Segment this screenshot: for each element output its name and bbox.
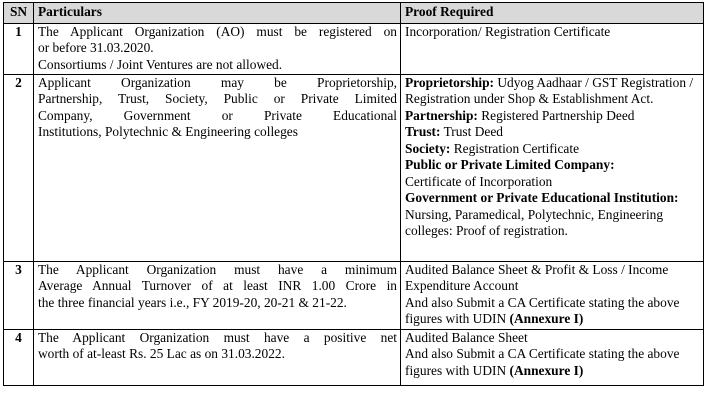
proof-text: And also Submit a CA Certificate stating the above figures with UDIN <box>405 294 680 326</box>
proof-ca-certificate <box>405 295 700 328</box>
proof-text: Incorporation/ Registration Certificate <box>405 23 611 39</box>
particulars-line: Consortiums / Joint Ventures are not allowed. <box>38 56 283 72</box>
row-sn: 2 <box>4 74 34 261</box>
proof-gov <box>405 190 700 240</box>
proof-company <box>405 157 700 174</box>
eligibility-table <box>3 2 704 386</box>
proof-label: Proprietorship: <box>405 74 495 90</box>
particulars-line: Company, Government or Private Educational <box>38 107 397 123</box>
table-body <box>4 23 704 385</box>
proof-text: Registration Certificate <box>450 140 580 156</box>
particulars-line: The Applicant Organization (AO) must be registered on <box>38 23 397 39</box>
row-proof <box>401 23 704 74</box>
proof-company-text: Certificate of Incorporation <box>405 173 553 189</box>
header-proof: Proof Required <box>401 3 704 24</box>
proof-text: Nursing, Paramedical, Polytechnic, Engineering colleges: Proof of registration. <box>405 206 664 238</box>
proof-label: Society: <box>405 140 451 156</box>
row-sn: 4 <box>4 329 34 385</box>
particulars-line: the three financial years i.e., FY 2019-20, 20-21 & 21-22. <box>38 294 347 310</box>
annexure-label: (Annexure I) <box>509 362 584 378</box>
row-particulars <box>34 23 401 74</box>
proof-text: Audited Balance Sheet <box>405 329 528 345</box>
particulars-line: or before 31.03.2020. <box>38 40 154 55</box>
row-sn: 1 <box>4 23 34 74</box>
particulars-line: worth of at-least Rs. 25 Lac as on 31.03.2022. <box>38 346 285 361</box>
header-row <box>4 3 704 24</box>
proof-society <box>405 141 700 158</box>
proof-label: Government or Private Educational Institution: <box>405 190 679 205</box>
proof-label: Partnership: <box>405 107 478 123</box>
particulars-line: Partnership, Trust, Society, Public or Private Limited <box>38 91 397 106</box>
proof-text: And also Submit a CA Certificate stating the above figures with UDIN <box>405 346 680 378</box>
row-particulars <box>34 261 401 329</box>
table-header <box>4 3 704 24</box>
row-sn: 3 <box>4 261 34 329</box>
particulars-line: The Applicant Organization must have a minimum <box>38 261 397 277</box>
particulars-line: The Applicant Organization must have a positive net <box>38 329 397 345</box>
row-proof <box>401 74 704 261</box>
row-proof <box>401 261 704 329</box>
row-particulars <box>34 329 401 385</box>
table-row <box>4 74 704 261</box>
header-particulars: Particulars <box>34 3 401 24</box>
particulars-line: Institutions, Polytechnic & Engineering colleges <box>38 124 298 139</box>
proof-text: Trust Deed <box>440 124 503 139</box>
proof-text: Udyog Aadhaar / GST Registration / Registration under Shop & Establishment Act. <box>405 74 694 106</box>
proof-label: Trust: <box>405 124 441 139</box>
table-row <box>4 261 704 329</box>
particulars-line: Applicant Organization may be Proprietorship, <box>38 74 397 90</box>
proof-text: Registered Partnership Deed <box>477 107 635 123</box>
proof-trust <box>405 124 700 141</box>
proof-proprietorship <box>405 75 700 108</box>
header-sn: SN <box>4 3 34 24</box>
proof-ca-certificate <box>405 346 700 379</box>
particulars-line: Average Annual Turnover of at least INR 1.00 Crore in <box>38 278 397 293</box>
proof-label: Public or Private Limited Company: <box>405 157 615 172</box>
annexure-label: (Annexure I) <box>509 311 584 326</box>
proof-partnership <box>405 108 700 125</box>
row-proof <box>401 329 704 385</box>
table-row <box>4 329 704 385</box>
proof-text: Audited Balance Sheet & Profit & Loss / Income Expenditure Account <box>405 261 669 293</box>
table-row <box>4 23 704 74</box>
row-particulars <box>34 74 401 261</box>
